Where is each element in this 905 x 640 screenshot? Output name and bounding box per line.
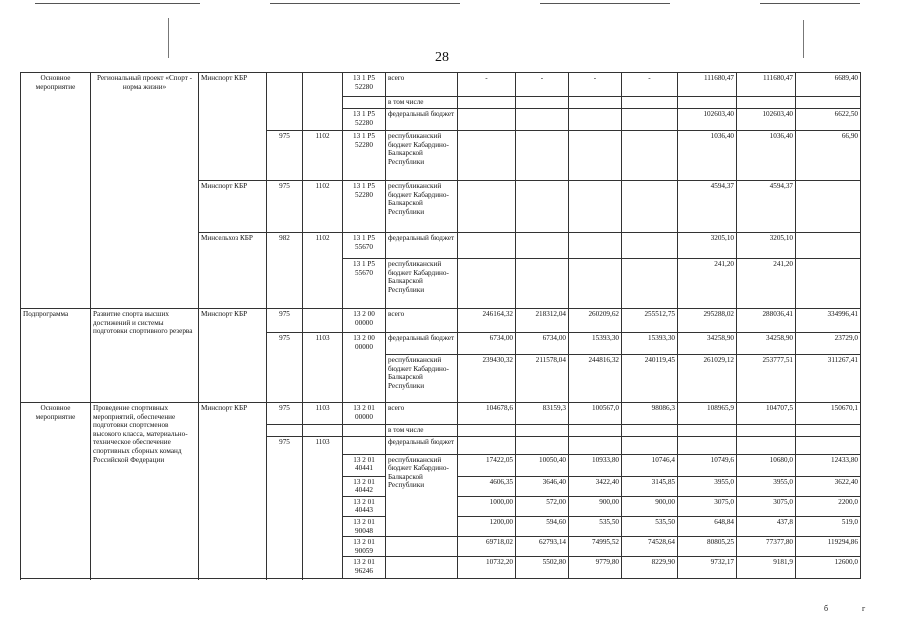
value-cell: 6734,00 <box>516 333 569 355</box>
value-cell: 104707,5 <box>737 403 796 425</box>
value-cell: 12600,0 <box>796 557 861 579</box>
value-cell: 34258,90 <box>737 333 796 355</box>
value-cell: 15393,30 <box>569 333 622 355</box>
value-cell: 8229,90 <box>622 557 678 579</box>
value-cell: 437,8 <box>737 516 796 536</box>
target-code: 13 1 P5 52280 <box>343 181 386 233</box>
funding-source: федеральный бюджет <box>386 233 458 259</box>
executor: Минспорт КБР <box>199 309 267 403</box>
value-cell: 62793,14 <box>516 537 569 557</box>
value-cell: 119294,86 <box>796 537 861 557</box>
value-cell: 4594,37 <box>678 181 737 233</box>
row-name: Развитие спорта высших достижений и системы подготовки спортивного резерва <box>91 309 199 403</box>
value-cell: 594,60 <box>516 516 569 536</box>
scan-top-line <box>540 3 670 4</box>
value-cell: 260209,62 <box>569 309 622 333</box>
budget-table <box>20 72 861 579</box>
value-cell: 3955,0 <box>678 476 737 496</box>
funding-source: республиканский бюджет Кабардино-Балкарской Республики <box>386 181 458 233</box>
value-cell: 10732,20 <box>458 557 516 579</box>
value-cell: 102603,40 <box>678 109 737 131</box>
value-cell: 334996,41 <box>796 309 861 333</box>
target-code: 13 1 P5 52280 <box>343 109 386 131</box>
executor: Минсельхоз КБР <box>199 233 267 309</box>
grbs-code: 982 <box>267 233 303 309</box>
scan-top-line <box>760 3 860 4</box>
target-code: 13 2 01 96246 <box>343 557 386 579</box>
value-cell: 10746,4 <box>622 454 678 476</box>
funding-source: в том числе <box>386 97 458 109</box>
value-cell: 311267,41 <box>796 355 861 403</box>
value-cell: 4606,35 <box>458 476 516 496</box>
corner-mark: г <box>862 604 866 613</box>
value-cell: 241,20 <box>678 259 737 309</box>
value-cell: 900,00 <box>569 496 622 516</box>
funding-source: республиканский бюджет Кабардино-Балкарской Республики <box>386 355 458 403</box>
target-code: 13 2 00 00000 <box>343 333 386 403</box>
section-code: 1102 <box>303 233 343 309</box>
value-cell: 150670,1 <box>796 403 861 425</box>
row-type: Подпрограмма <box>21 309 91 403</box>
value-cell: 6734,00 <box>458 333 516 355</box>
value-cell: 5502,80 <box>516 557 569 579</box>
value-cell: 23729,0 <box>796 333 861 355</box>
section-code: 1102 <box>303 181 343 233</box>
executor: Минспорт КБР <box>199 181 267 233</box>
funding-source: всего <box>386 73 458 97</box>
target-code: 13 2 01 40442 <box>343 476 386 496</box>
scan-mark <box>803 20 804 58</box>
funding-source: в том числе <box>386 425 458 437</box>
target-code: 13 2 01 40441 <box>343 454 386 476</box>
row-name: Проведение спортивных мероприятий, обеспечение подготовки спортсменов высокого класса, материально-техническое обеспечение спортивных сборных команд Российской Федерации <box>91 403 199 579</box>
target-code: 13 2 00 00000 <box>343 309 386 333</box>
value-cell: 648,84 <box>678 516 737 536</box>
value-cell: 211578,04 <box>516 355 569 403</box>
value-cell: 4594,37 <box>737 181 796 233</box>
value-cell: 2200,0 <box>796 496 861 516</box>
funding-source: федеральный бюджет <box>386 436 458 454</box>
funding-source: республиканский бюджет Кабардино-Балкарской Республики <box>386 259 458 309</box>
value-cell: 244816,32 <box>569 355 622 403</box>
value-cell: 9779,80 <box>569 557 622 579</box>
value-cell: 1036,40 <box>737 131 796 181</box>
value-cell: 100567,0 <box>569 403 622 425</box>
value-cell: 98086,3 <box>622 403 678 425</box>
value-cell: - <box>458 73 516 97</box>
value-cell: 535,50 <box>569 516 622 536</box>
value-cell: 10749,6 <box>678 454 737 476</box>
grbs-code: 975 <box>267 309 303 333</box>
grbs-code: 975 <box>267 436 303 579</box>
value-cell: 3622,40 <box>796 476 861 496</box>
value-cell: 12433,80 <box>796 454 861 476</box>
value-cell: 69718,02 <box>458 537 516 557</box>
grbs-code: 975 <box>267 403 303 425</box>
value-cell: 1036,40 <box>678 131 737 181</box>
funding-source: всего <box>386 403 458 425</box>
value-cell: 295288,02 <box>678 309 737 333</box>
scan-top-line <box>35 3 200 4</box>
section-code: 1103 <box>303 403 343 425</box>
target-code: 13 2 01 90059 <box>343 537 386 557</box>
target-code: 13 2 01 00000 <box>343 403 386 425</box>
value-cell: 900,00 <box>622 496 678 516</box>
value-cell: 10680,0 <box>737 454 796 476</box>
value-cell: 9732,17 <box>678 557 737 579</box>
target-code: 13 1 P5 52280 <box>343 73 386 97</box>
value-cell: 3646,40 <box>516 476 569 496</box>
value-cell: 255512,75 <box>622 309 678 333</box>
value-cell: 74995,52 <box>569 537 622 557</box>
value-cell: 9181,9 <box>737 557 796 579</box>
value-cell: 108965,9 <box>678 403 737 425</box>
grbs-code: 975 <box>267 333 303 403</box>
value-cell: 83159,3 <box>516 403 569 425</box>
value-cell: 3145,85 <box>622 476 678 496</box>
value-cell: 241,20 <box>737 259 796 309</box>
value-cell: 10933,80 <box>569 454 622 476</box>
value-cell: 66,90 <box>796 131 861 181</box>
value-cell: 104678,6 <box>458 403 516 425</box>
value-cell: 572,00 <box>516 496 569 516</box>
funding-source: республиканский бюджет Кабардино-Балкарской Республики <box>386 454 458 537</box>
value-cell: 77377,80 <box>737 537 796 557</box>
funding-source: всего <box>386 309 458 333</box>
value-cell: 3955,0 <box>737 476 796 496</box>
section-code: 1102 <box>303 131 343 181</box>
executor: Минспорт КБР <box>199 403 267 579</box>
value-cell: 3205,10 <box>678 233 737 259</box>
row-name: Региональный проект «Спорт - норма жизни» <box>91 73 199 309</box>
value-cell: 17422,05 <box>458 454 516 476</box>
target-code: 13 2 01 90048 <box>343 516 386 536</box>
value-cell: 3205,10 <box>737 233 796 259</box>
corner-mark: б <box>824 604 829 613</box>
value-cell: 15393,30 <box>622 333 678 355</box>
value-cell: 253777,51 <box>737 355 796 403</box>
value-cell: 3075,0 <box>737 496 796 516</box>
value-cell: 535,50 <box>622 516 678 536</box>
page-number: 28 <box>435 50 449 65</box>
funding-source: федеральный бюджет <box>386 109 458 131</box>
row-type: Основное мероприятие <box>21 403 91 579</box>
value-cell: 240119,45 <box>622 355 678 403</box>
value-cell: 10050,40 <box>516 454 569 476</box>
funding-source: республиканский бюджет Кабардино-Балкарской Республики <box>386 131 458 181</box>
scan-top-line <box>270 3 460 4</box>
target-code: 13 1 P5 52280 <box>343 131 386 181</box>
row-type: Основное мероприятие <box>21 73 91 309</box>
value-cell: 519,0 <box>796 516 861 536</box>
target-code: 13 1 P5 55670 <box>343 233 386 259</box>
value-cell: 102603,40 <box>737 109 796 131</box>
value-cell: 239430,32 <box>458 355 516 403</box>
value-cell: 261029,12 <box>678 355 737 403</box>
value-cell: 111680,47 <box>678 73 737 97</box>
value-cell: 288036,41 <box>737 309 796 333</box>
value-cell: 1200,00 <box>458 516 516 536</box>
value-cell: 1000,00 <box>458 496 516 516</box>
target-code: 13 2 01 40443 <box>343 496 386 516</box>
scan-mark <box>168 18 169 58</box>
grbs-code: 975 <box>267 131 303 181</box>
value-cell: 3422,40 <box>569 476 622 496</box>
value-cell: 6622,50 <box>796 109 861 131</box>
value-cell: - <box>516 73 569 97</box>
section-code: 1103 <box>303 436 343 579</box>
value-cell: 246164,32 <box>458 309 516 333</box>
value-cell: 3075,0 <box>678 496 737 516</box>
executor: Минспорт КБР <box>199 73 267 181</box>
value-cell: 34258,90 <box>678 333 737 355</box>
target-code: 13 1 P5 55670 <box>343 259 386 309</box>
value-cell: - <box>622 73 678 97</box>
value-cell: - <box>569 73 622 97</box>
value-cell: 74528,64 <box>622 537 678 557</box>
value-cell: 218312,04 <box>516 309 569 333</box>
grbs-code: 975 <box>267 181 303 233</box>
funding-source: федеральный бюджет <box>386 333 458 355</box>
value-cell: 80805,25 <box>678 537 737 557</box>
value-cell: 6689,40 <box>796 73 861 97</box>
section-code: 1103 <box>303 333 343 403</box>
value-cell: 111680,47 <box>737 73 796 97</box>
